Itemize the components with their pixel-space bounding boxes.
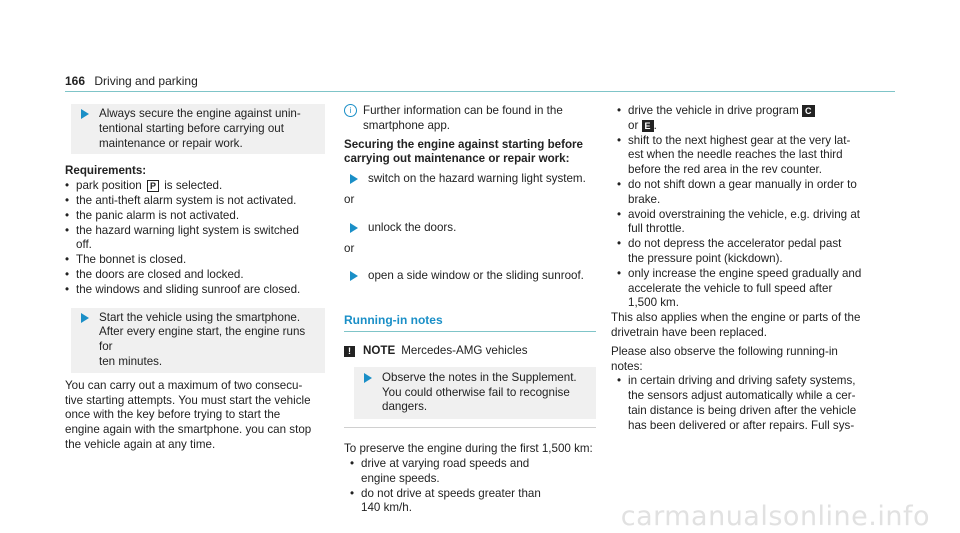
action-arrow-icon — [81, 313, 89, 323]
list-item: • The bonnet is closed. — [65, 253, 325, 268]
note-header — [344, 344, 596, 359]
info-text: Further information can be found in the smartphone app. — [363, 104, 563, 132]
info-note — [344, 104, 596, 134]
step-start — [71, 308, 325, 373]
preserve-text: To preserve the engine during the first 1,500 km: — [344, 442, 593, 456]
list-item: • do not shift down a gear manually in order to brake. — [617, 178, 871, 208]
or-text: or — [344, 192, 355, 206]
column-1 — [65, 104, 325, 453]
list-item: • the doors are closed and locked. — [65, 268, 325, 283]
info-icon: i — [344, 104, 357, 117]
column-3 — [611, 104, 871, 434]
step-window-text: open a side window or the sliding sunroof. — [368, 269, 584, 283]
systems-list — [611, 374, 871, 433]
requirements-list — [65, 179, 325, 297]
action-arrow-icon — [81, 109, 89, 119]
action-arrow-icon — [350, 223, 358, 233]
step-window — [344, 266, 596, 287]
start-attempts-paragraph: You can carry out a maximum of two consecu- tive starting attempts. You must start the vehicle once with the key before trying to start the engine again with the smartphone. you can stop the vehicle again at any time. — [65, 378, 312, 451]
note-step-text: Observe the notes in the Supplement. You could otherwise fail to recognise dangers. — [382, 370, 577, 414]
running-in-heading: Running-in notes — [344, 313, 596, 332]
drive-program-c-icon: C — [802, 105, 815, 117]
list-item: • the anti-theft alarm system is not activated. — [65, 194, 325, 209]
requirements-label: Requirements: — [65, 164, 147, 178]
or-text: or — [344, 241, 355, 255]
securing-heading: Securing the engine against starting before carrying out maintenance or repair work: — [344, 137, 584, 166]
column-2 — [344, 104, 596, 516]
step-start-text: Start the vehicle using the smartphone. After every engine start, the engine runs for ten minutes. — [99, 310, 306, 368]
list-item: • in certain driving and driving safety systems, the sensors adjust automatically while a cer- tain distance is being driven after the vehicle has been delivered or after repairs. Full sys- — [617, 374, 871, 433]
watermark: carmanualsonline.info — [620, 501, 930, 533]
observe-paragraph: Please also observe the following running-in notes: — [611, 344, 838, 373]
section-title: Driving and parking — [94, 74, 198, 88]
driving-list — [611, 104, 871, 311]
list-item: • do not drive at speeds greater than 140 km/h. — [350, 487, 541, 517]
warning-icon: ! — [344, 346, 355, 357]
list-item: • the hazard warning light system is switched off. — [65, 224, 306, 254]
note-box — [344, 336, 596, 428]
list-item: • only increase the engine speed gradually and accelerate the vehicle to full speed after 1,500 km. — [617, 267, 871, 311]
list-item: • do not depress the accelerator pedal past the pressure point (kickdown). — [617, 237, 871, 267]
note-subject: Mercedes-AMG vehicles — [401, 343, 528, 357]
step-secure — [71, 104, 325, 154]
action-arrow-icon — [350, 271, 358, 281]
step-unlock-text: unlock the doors. — [368, 220, 457, 234]
note-label: NOTE — [363, 343, 396, 357]
or-text: or — [628, 118, 639, 132]
header-rule — [65, 91, 895, 92]
drive-program-e-icon: E — [642, 120, 654, 132]
req-park-text: park position — [76, 179, 142, 193]
note-step — [354, 367, 596, 419]
list-item: • drive the vehicle in drive program C or E . — [617, 104, 871, 134]
step-unlock — [344, 218, 596, 239]
park-position-icon: P — [147, 180, 159, 192]
list-item: • avoid overstraining the vehicle, e.g. driving at full throttle. — [617, 208, 871, 238]
list-item: • shift to the next highest gear at the very lat- est when the needle reaches the last third before the red area in the rev counter. — [617, 134, 871, 178]
drive-program-text: drive the vehicle in drive program — [628, 104, 799, 117]
page-number: 166 — [65, 74, 86, 88]
action-arrow-icon — [364, 373, 372, 383]
step-hazard — [344, 169, 596, 190]
list-item: • drive at varying road speeds and engine speeds. — [350, 457, 561, 487]
replaced-paragraph: This also applies when the engine or parts of the drivetrain have been replaced. — [611, 311, 861, 339]
step-secure-text: Always secure the engine against unin- tentional starting before carrying out maintenance or repair work. — [99, 107, 301, 150]
page-header — [65, 74, 198, 89]
req-park-text-2: is selected. — [164, 179, 223, 193]
preserve-list — [344, 457, 596, 516]
step-hazard-text: switch on the hazard warning light system. — [368, 172, 586, 186]
list-item — [65, 179, 325, 194]
action-arrow-icon — [350, 174, 358, 184]
list-item: • the panic alarm is not activated. — [65, 209, 325, 224]
list-item: • the windows and sliding sunroof are closed. — [65, 283, 325, 298]
